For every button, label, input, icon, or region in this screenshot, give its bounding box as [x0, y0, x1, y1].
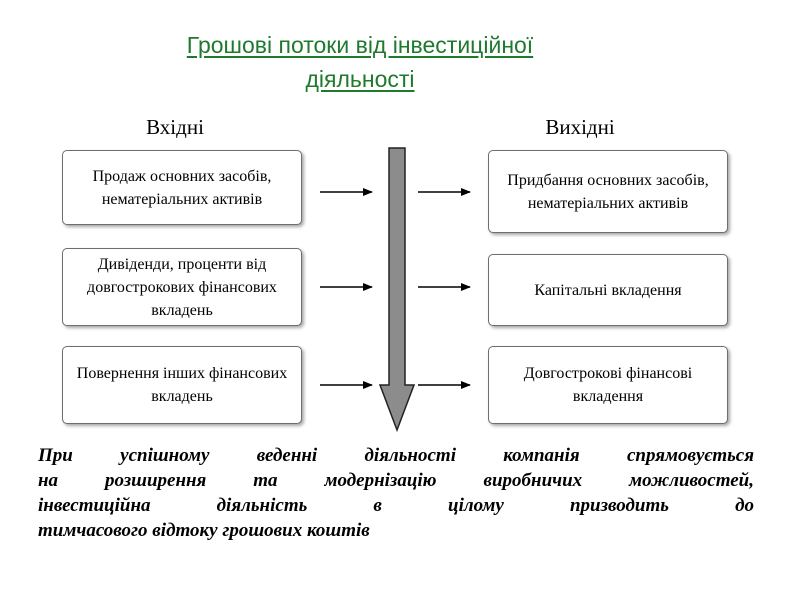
- conclusion-line-4: тимчасового відтоку грошових коштів: [38, 520, 370, 541]
- conclusion-note: [38, 443, 754, 543]
- inflow-box-asset-sales: Продаж основних засобів, нематеріальних активів: [62, 150, 302, 225]
- inflow-box-other-investments-return: Повернення інших фінансових вкладень: [62, 346, 302, 424]
- page-title-line1: Грошові потоки від інвестиційної: [186, 32, 534, 58]
- page-title-line2: діяльності: [305, 66, 415, 92]
- outflow-box-asset-purchase: Придбання основних засобів, нематеріальних активів: [488, 150, 728, 233]
- conclusion-line-3: інвестиційна діяльність в цілому призводить до: [38, 495, 754, 516]
- outflow-box-capital-investments: Капітальні вкладення: [488, 254, 728, 326]
- outflow-box-long-term-investments: Довгострокові фінансові вкладення: [488, 346, 728, 424]
- inflow-box-dividends-interest: Дивіденди, проценти від довгострокових фінансових вкладень: [62, 248, 302, 326]
- central-down-arrow: [380, 148, 414, 430]
- outflows-heading: Вихідні: [545, 115, 615, 139]
- conclusion-line-2: на розширення та модернізацію виробничих можливостей,: [38, 470, 754, 491]
- inflows-heading: Вхідні: [146, 115, 204, 139]
- conclusion-line-1: При успішному веденні діяльності компанія спрямовується: [38, 445, 754, 466]
